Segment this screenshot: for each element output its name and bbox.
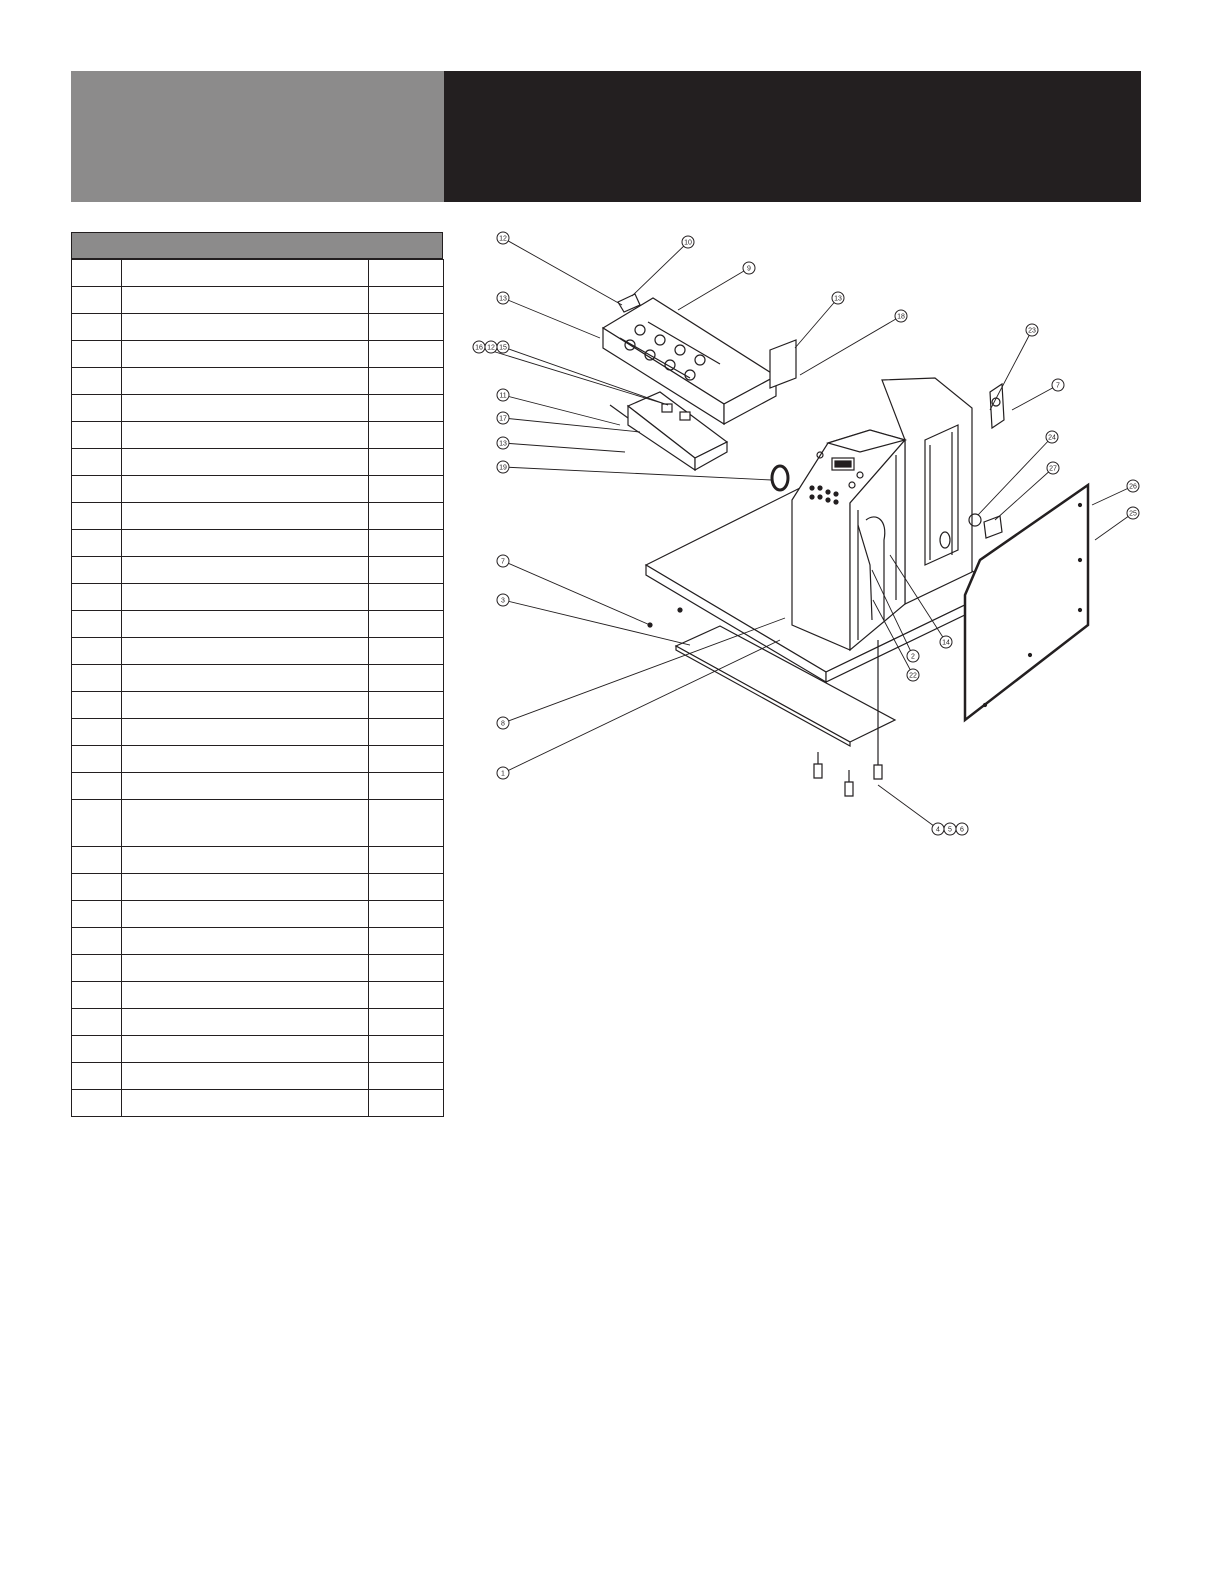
leader-line bbox=[678, 265, 751, 310]
callout-number: 27 bbox=[1049, 465, 1057, 473]
part-description-cell bbox=[122, 746, 369, 773]
part-quantity-cell bbox=[369, 955, 444, 982]
part-description-cell bbox=[122, 557, 369, 584]
callout-bubble bbox=[497, 412, 509, 424]
callout-bubble bbox=[1047, 462, 1059, 474]
table-row bbox=[72, 287, 444, 314]
table-row bbox=[72, 719, 444, 746]
part-quantity-cell bbox=[369, 611, 444, 638]
callout-number: 13 bbox=[834, 295, 842, 303]
callout-number: 25 bbox=[1129, 510, 1137, 518]
callout-bubble bbox=[497, 292, 509, 304]
part-quantity-cell bbox=[369, 395, 444, 422]
part-description-cell bbox=[122, 314, 369, 341]
part-number-cell bbox=[72, 982, 122, 1009]
part-number-cell bbox=[72, 928, 122, 955]
table-row bbox=[72, 1036, 444, 1063]
callout-number: 24 bbox=[1048, 434, 1056, 442]
part-description-cell bbox=[122, 773, 369, 800]
part-quantity-cell bbox=[369, 692, 444, 719]
table-row bbox=[72, 955, 444, 982]
callout-bubble bbox=[1026, 324, 1038, 336]
part-quantity-cell bbox=[369, 314, 444, 341]
part-quantity-cell bbox=[369, 476, 444, 503]
part-number-cell bbox=[72, 1009, 122, 1036]
table-row bbox=[72, 611, 444, 638]
callout-number: 8 bbox=[501, 720, 505, 728]
part-quantity-cell bbox=[369, 847, 444, 874]
callout-number: 16 bbox=[475, 344, 483, 352]
part-number-cell bbox=[72, 874, 122, 901]
part-description-cell bbox=[122, 692, 369, 719]
leader-line bbox=[995, 468, 1053, 520]
part-number-cell bbox=[72, 1036, 122, 1063]
table-row bbox=[72, 314, 444, 341]
callout-bubble bbox=[497, 389, 509, 401]
part-quantity-cell bbox=[369, 449, 444, 476]
table-row bbox=[72, 1009, 444, 1036]
table-row bbox=[72, 1090, 444, 1117]
table-row bbox=[72, 638, 444, 665]
table-row bbox=[72, 449, 444, 476]
callout-bubble bbox=[1046, 431, 1058, 443]
callout-number: 13 bbox=[499, 440, 507, 448]
part-number-cell bbox=[72, 746, 122, 773]
callout-number: 1 bbox=[501, 770, 505, 778]
table-row bbox=[72, 773, 444, 800]
part-description-cell bbox=[122, 341, 369, 368]
table-row bbox=[72, 928, 444, 955]
parts-table bbox=[71, 259, 444, 1117]
part-description-cell bbox=[122, 1063, 369, 1090]
callout-bubble bbox=[497, 767, 509, 779]
callout-bubble bbox=[1127, 507, 1139, 519]
table-row bbox=[72, 982, 444, 1009]
part-number-cell bbox=[72, 773, 122, 800]
table-row bbox=[72, 368, 444, 395]
part-number-cell bbox=[72, 901, 122, 928]
side-panel bbox=[965, 485, 1088, 720]
leader-line bbox=[503, 640, 780, 773]
leader-line bbox=[978, 437, 1052, 515]
part-quantity-cell bbox=[369, 982, 444, 1009]
part-description-cell bbox=[122, 800, 369, 847]
callout-number: 4 bbox=[936, 826, 940, 834]
part-description-cell bbox=[122, 1090, 369, 1117]
callout-number: 22 bbox=[909, 672, 917, 680]
part-quantity-cell bbox=[369, 1063, 444, 1090]
part-description-cell bbox=[122, 611, 369, 638]
table-row bbox=[72, 476, 444, 503]
part-number-cell bbox=[72, 692, 122, 719]
callout-number: 3 bbox=[501, 597, 505, 605]
callout-bubble bbox=[682, 236, 694, 248]
leader-line bbox=[1012, 382, 1060, 410]
part-description-cell bbox=[122, 955, 369, 982]
part-description-cell bbox=[122, 874, 369, 901]
table-row bbox=[72, 395, 444, 422]
callout-bubble bbox=[743, 262, 755, 274]
callout-bubble bbox=[832, 292, 844, 304]
callout-number: 2 bbox=[911, 653, 915, 661]
table-row bbox=[72, 260, 444, 287]
callout-number: 12 bbox=[487, 344, 495, 352]
part-quantity-cell bbox=[369, 530, 444, 557]
part-number-cell bbox=[72, 476, 122, 503]
leader-line bbox=[990, 330, 1032, 410]
callout-number: 12 bbox=[499, 235, 507, 243]
part-description-cell bbox=[122, 260, 369, 287]
table-row bbox=[72, 746, 444, 773]
part-number-cell bbox=[72, 1090, 122, 1117]
callout-number: 9 bbox=[747, 265, 751, 273]
part-number-cell bbox=[72, 503, 122, 530]
callout-bubble bbox=[944, 823, 956, 835]
part-quantity-cell bbox=[369, 638, 444, 665]
header-gray-band bbox=[71, 71, 444, 202]
callout-bubble bbox=[895, 310, 907, 322]
part-quantity-cell bbox=[369, 901, 444, 928]
part-description-cell bbox=[122, 1036, 369, 1063]
parts-table-header bbox=[71, 232, 443, 259]
part-number-cell bbox=[72, 1063, 122, 1090]
part-quantity-cell bbox=[369, 503, 444, 530]
callout-bubble bbox=[1052, 379, 1064, 391]
callout-bubble bbox=[497, 594, 509, 606]
callout-number: 26 bbox=[1129, 483, 1137, 491]
part-description-cell bbox=[122, 665, 369, 692]
part-description-cell bbox=[122, 449, 369, 476]
part-number-cell bbox=[72, 395, 122, 422]
part-description-cell bbox=[122, 503, 369, 530]
part-number-cell bbox=[72, 584, 122, 611]
exploded-assembly-diagram bbox=[465, 220, 1165, 850]
leader-line bbox=[878, 785, 938, 829]
table-row bbox=[72, 874, 444, 901]
part-quantity-cell bbox=[369, 928, 444, 955]
table-row bbox=[72, 422, 444, 449]
table-row bbox=[72, 901, 444, 928]
part-number-cell bbox=[72, 955, 122, 982]
table-row bbox=[72, 341, 444, 368]
callout-number: 14 bbox=[942, 639, 950, 647]
part-quantity-cell bbox=[369, 1036, 444, 1063]
part-description-cell bbox=[122, 530, 369, 557]
part-quantity-cell bbox=[369, 557, 444, 584]
leader-line bbox=[501, 558, 650, 625]
part-number-cell bbox=[72, 638, 122, 665]
part-number-cell bbox=[72, 341, 122, 368]
callout-number: 5 bbox=[948, 826, 952, 834]
callout-bubble bbox=[907, 669, 919, 681]
callout-bubble bbox=[940, 636, 952, 648]
leader-line bbox=[503, 443, 625, 452]
part-number-cell bbox=[72, 260, 122, 287]
part-description-cell bbox=[122, 719, 369, 746]
part-quantity-cell bbox=[369, 746, 444, 773]
leader-line bbox=[503, 467, 772, 480]
part-quantity-cell bbox=[369, 1009, 444, 1036]
part-quantity-cell bbox=[369, 368, 444, 395]
part-quantity-cell bbox=[369, 719, 444, 746]
callout-number: 19 bbox=[499, 464, 507, 472]
callout-number: 17 bbox=[499, 415, 507, 423]
part-number-cell bbox=[72, 530, 122, 557]
leader-line bbox=[1092, 486, 1133, 505]
leader-line bbox=[503, 395, 620, 425]
part-number-cell bbox=[72, 368, 122, 395]
part-number-cell bbox=[72, 449, 122, 476]
callout-bubble bbox=[497, 437, 509, 449]
part-quantity-cell bbox=[369, 665, 444, 692]
callout-number: 23 bbox=[1028, 327, 1036, 335]
table-row bbox=[72, 847, 444, 874]
header-black-band bbox=[444, 71, 1141, 202]
part-number-cell bbox=[72, 800, 122, 847]
table-row bbox=[72, 584, 444, 611]
callout-number: 13 bbox=[499, 295, 507, 303]
callout-bubble bbox=[932, 823, 944, 835]
part-number-cell bbox=[72, 665, 122, 692]
part-description-cell bbox=[122, 1009, 369, 1036]
callout-bubble bbox=[956, 823, 968, 835]
part-quantity-cell bbox=[369, 287, 444, 314]
part-description-cell bbox=[122, 584, 369, 611]
table-row bbox=[72, 557, 444, 584]
leader-line bbox=[795, 298, 838, 348]
callout-number: 18 bbox=[897, 313, 905, 321]
leader-line bbox=[503, 298, 600, 338]
callout-bubble bbox=[497, 461, 509, 473]
callout-bubble bbox=[485, 341, 497, 353]
part-description-cell bbox=[122, 982, 369, 1009]
callout-number: 7 bbox=[1056, 382, 1060, 390]
part-quantity-cell bbox=[369, 584, 444, 611]
part-number-cell bbox=[72, 719, 122, 746]
table-row bbox=[72, 530, 444, 557]
part-description-cell bbox=[122, 901, 369, 928]
part-number-cell bbox=[72, 611, 122, 638]
part-description-cell bbox=[122, 476, 369, 503]
part-description-cell bbox=[122, 422, 369, 449]
leader-line bbox=[632, 242, 688, 296]
part-quantity-cell bbox=[369, 874, 444, 901]
callout-bubble bbox=[907, 650, 919, 662]
part-description-cell bbox=[122, 287, 369, 314]
callout-number: 10 bbox=[684, 239, 692, 247]
part-quantity-cell bbox=[369, 1090, 444, 1117]
callout-bubble bbox=[497, 232, 509, 244]
part-number-cell bbox=[72, 314, 122, 341]
part-quantity-cell bbox=[369, 422, 444, 449]
callout-bubble bbox=[497, 717, 509, 729]
callout-number: 11 bbox=[499, 392, 507, 400]
leader-line bbox=[1095, 513, 1133, 540]
part-number-cell bbox=[72, 287, 122, 314]
callout-number: 7 bbox=[501, 558, 505, 566]
part-description-cell bbox=[122, 847, 369, 874]
callout-bubble bbox=[497, 341, 509, 353]
part-number-cell bbox=[72, 847, 122, 874]
part-number-cell bbox=[72, 422, 122, 449]
callout-bubble bbox=[1127, 480, 1139, 492]
part-quantity-cell bbox=[369, 773, 444, 800]
leader-line bbox=[501, 597, 690, 645]
part-description-cell bbox=[122, 395, 369, 422]
leader-line bbox=[503, 238, 622, 305]
part-number-cell bbox=[72, 557, 122, 584]
callout-bubble bbox=[473, 341, 485, 353]
part-quantity-cell bbox=[369, 800, 444, 847]
callout-number: 6 bbox=[960, 826, 964, 834]
table-row bbox=[72, 800, 444, 847]
part-description-cell bbox=[122, 368, 369, 395]
part-description-cell bbox=[122, 638, 369, 665]
part-quantity-cell bbox=[369, 341, 444, 368]
table-row bbox=[72, 1063, 444, 1090]
table-row bbox=[72, 503, 444, 530]
table-row bbox=[72, 692, 444, 719]
callout-bubble bbox=[497, 555, 509, 567]
callout-number: 15 bbox=[499, 344, 507, 352]
table-row bbox=[72, 665, 444, 692]
part-quantity-cell bbox=[369, 260, 444, 287]
part-description-cell bbox=[122, 928, 369, 955]
